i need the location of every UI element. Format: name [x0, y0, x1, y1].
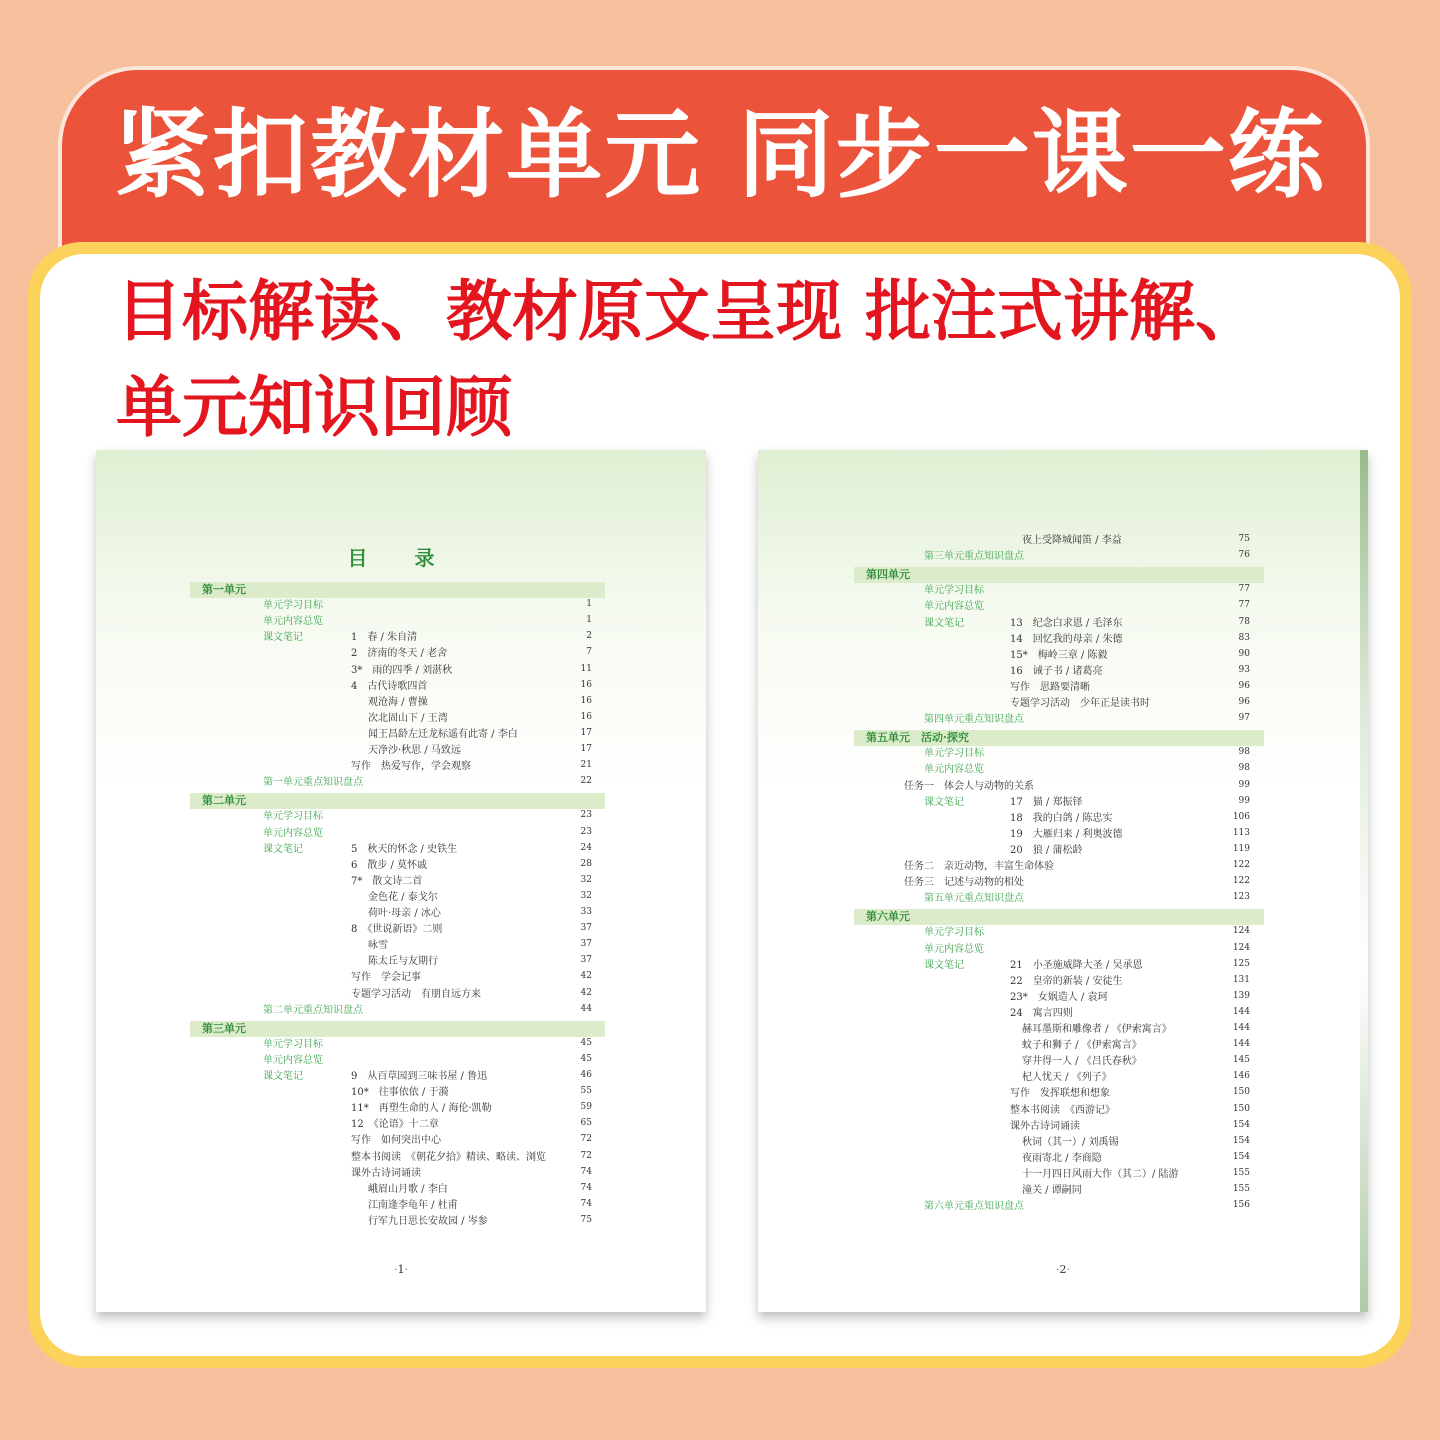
toc-page-ref: 90 — [1238, 648, 1250, 659]
toc-page-ref: 122 — [1232, 860, 1250, 870]
toc-subentry: 天净沙·秋思 / 马致远 — [368, 745, 461, 756]
toc-page-ref: 21 — [580, 760, 592, 771]
toc-page-ref: 74 — [580, 1182, 592, 1193]
toc-section-label: 单元内容总览 — [263, 1054, 323, 1066]
toc-page-ref: 37 — [580, 955, 592, 966]
toc-page-ref: 76 — [1238, 550, 1250, 561]
toc-page-ref: 150 — [1232, 1103, 1250, 1114]
toc-section-label: 课文笔记 — [924, 617, 964, 629]
toc-entry: 10* 往事依依 / 于漪 — [351, 1087, 449, 1099]
toc-entry: 8 《世说新语》二则 — [351, 924, 443, 936]
toc-entry: 写作 如何突出中心 — [351, 1135, 441, 1147]
toc-page-ref: 37 — [580, 923, 592, 934]
toc-page-ref: 11 — [580, 663, 592, 674]
toc-unit-header: 第六单元 — [854, 909, 1264, 925]
toc-entry: 课外古诗词诵读 — [351, 1167, 421, 1179]
toc-unit-header: 第五单元 活动·探究 — [854, 730, 1264, 746]
toc-page-ref: 154 — [1232, 1151, 1250, 1162]
toc-page-ref: 2 — [586, 631, 592, 642]
toc-entry: 专题学习活动 有朋自远方来 — [351, 988, 481, 1000]
toc-page-ref: 32 — [580, 890, 592, 901]
toc-entry: 5 秋天的怀念 / 史铁生 — [351, 843, 458, 855]
toc-subentry: 咏雪 — [368, 940, 388, 952]
toc-section-label: 单元内容总览 — [924, 764, 984, 776]
toc-entry: 任务二 亲近动物，丰富生命体验 — [904, 861, 1054, 872]
toc-page-ref: 97 — [1238, 713, 1250, 724]
toc-page-ref: 1 — [586, 599, 592, 610]
toc-page-ref: 123 — [1232, 892, 1250, 903]
toc-page-ref: 144 — [1232, 1039, 1250, 1050]
toc-section-label: 第五单元重点知识盘点 — [924, 893, 1024, 905]
toc-page-ref: 33 — [580, 907, 592, 917]
toc-entry: 19 大雁归来 / 利奥波德 — [1010, 828, 1123, 840]
toc-page-ref: 16 — [580, 711, 592, 722]
toc-entry: 整本书阅读 《西游记》 — [1010, 1104, 1115, 1116]
toc-subentry: 秋词（其一）/ 刘禹锡 — [1022, 1136, 1119, 1148]
toc-page-ref: 144 — [1232, 1023, 1250, 1033]
toc-page-ref: 32 — [580, 874, 592, 885]
toc-subentry: 陈太丘与友期行 — [368, 956, 438, 968]
toc-page-ref: 72 — [580, 1134, 592, 1145]
toc-page-ref: 96 — [1238, 697, 1250, 707]
toc-entry: 20 狼 / 蒲松龄 — [1010, 844, 1083, 856]
toc-entry: 13 纪念白求恩 / 毛泽东 — [1010, 617, 1123, 629]
toc-entry: 写作 学会记事 — [351, 972, 421, 984]
toc-page-ref: 28 — [580, 858, 592, 869]
toc-page-ref: 16 — [580, 695, 592, 706]
toc-entry: 写作 热爱写作，学会观察 — [351, 761, 471, 773]
toc-entry: 专题学习活动 少年正是读书时 — [1010, 698, 1150, 709]
toc-subentry: 荷叶·母亲 / 冰心 — [368, 908, 441, 919]
toc-page-ref: 46 — [580, 1070, 592, 1080]
toc-entry: 21 小圣施威降大圣 / 吴承恩 — [1010, 959, 1143, 971]
toc-section-label: 单元学习目标 — [924, 927, 984, 939]
toc-page-ref: 98 — [1238, 763, 1250, 774]
toc-subentry: 夜上受降城闻笛 / 李益 — [1022, 535, 1122, 546]
toc-page-ref: 146 — [1232, 1071, 1250, 1082]
toc-page-ref: 124 — [1232, 942, 1250, 953]
toc-page-ref: 72 — [580, 1150, 592, 1161]
toc-page-ref: 77 — [1238, 584, 1250, 595]
toc-page-ref: 154 — [1232, 1135, 1250, 1146]
toc-page-2 — [758, 450, 1368, 1312]
toc-section-label: 单元学习目标 — [263, 1038, 323, 1050]
toc-section-label: 课文笔记 — [924, 959, 964, 971]
toc-entry: 24 寓言四则 — [1010, 1007, 1073, 1019]
toc-section-label: 课文笔记 — [263, 1071, 303, 1082]
toc-section-label: 第六单元重点知识盘点 — [924, 1201, 1024, 1213]
toc-section-label: 单元学习目标 — [263, 600, 323, 612]
toc-subentry: 穿井得一人 / 《吕氏春秋》 — [1022, 1056, 1142, 1068]
toc-subentry: 潼关 / 谭嗣同 — [1022, 1185, 1082, 1196]
toc-unit-header: 第二单元 — [190, 793, 605, 809]
toc-page-ref: 45 — [580, 1053, 592, 1064]
toc-entry: 7* 散文诗二首 — [351, 875, 423, 887]
toc-section-label: 第一单元重点知识盘点 — [263, 777, 363, 789]
toc-section-label: 单元学习目标 — [263, 811, 323, 823]
toc-page-ref: 145 — [1232, 1055, 1250, 1066]
toc-entry: 23* 女娲造人 / 袁珂 — [1010, 991, 1108, 1003]
toc-page-ref: 44 — [580, 1003, 592, 1014]
toc-page-ref: 78 — [1238, 616, 1250, 627]
toc-page-ref: 22 — [580, 776, 592, 787]
toc-page-ref: 99 — [1238, 779, 1250, 790]
toc-page-ref: 37 — [580, 939, 592, 950]
toc-page-ref: 65 — [580, 1118, 592, 1129]
toc-section-label: 第四单元重点知识盘点 — [924, 714, 1024, 726]
toc-subentry: 夜雨寄北 / 李商隐 — [1022, 1152, 1102, 1164]
toc-page-ref: 125 — [1232, 958, 1250, 969]
page-number-1-value: 1 — [397, 1263, 405, 1276]
banner-title: 紧扣教材单元 同步一课一练 — [114, 99, 1326, 211]
toc-entry: 写作 发挥联想和想象 — [1010, 1088, 1110, 1100]
toc-page-ref: 99 — [1238, 795, 1250, 806]
toc-entry: 15* 梅岭三章 / 陈毅 — [1010, 649, 1108, 661]
toc-entry: 11* 再塑生命的人 / 海伦·凯勒 — [351, 1103, 492, 1115]
toc-page-ref: 124 — [1232, 926, 1250, 937]
toc-subentry: 观沧海 / 曹操 — [368, 696, 428, 708]
toc-subentry: 杞人忧天 / 《列子》 — [1022, 1072, 1112, 1084]
toc-page-ref: 154 — [1232, 1119, 1250, 1130]
toc-section-label: 单元内容总览 — [263, 616, 323, 628]
toc-page-ref: 93 — [1238, 664, 1250, 675]
toc-page-ref: 131 — [1232, 974, 1250, 985]
toc-page-ref: 75 — [580, 1214, 592, 1225]
toc-section-label: 单元学习目标 — [924, 748, 984, 760]
toc-section-label: 课文笔记 — [924, 796, 964, 808]
toc-entry: 12 《论语》十二章 — [351, 1119, 439, 1131]
toc-entry: 6 散步 / 莫怀戚 — [351, 859, 428, 871]
subtitle-line-2: 单元知识回顾 — [116, 369, 512, 446]
toc-unit-header: 第三单元 — [190, 1021, 605, 1037]
toc-page-ref: 16 — [580, 679, 592, 690]
toc-subentry: 江南逢李龟年 / 杜甫 — [368, 1199, 458, 1211]
subtitle-line-1: 目标解读、教材原文呈现 批注式讲解、 — [116, 273, 1261, 350]
page-number-2-value: 2 — [1059, 1263, 1067, 1276]
page-number-2: ·2· — [1056, 1263, 1070, 1276]
toc-entry: 16 诫子书 / 诸葛亮 — [1010, 665, 1103, 677]
toc-page-ref: 77 — [1238, 600, 1250, 611]
toc-unit-header: 第四单元 — [854, 567, 1264, 583]
toc-page-ref: 75 — [1238, 534, 1250, 544]
toc-page-ref: 144 — [1232, 1006, 1250, 1017]
toc-section-label: 第二单元重点知识盘点 — [263, 1004, 363, 1016]
toc-page-ref: 59 — [580, 1102, 592, 1113]
toc-subentry: 闻王昌龄左迁龙标遥有此寄 / 李白 — [368, 728, 518, 740]
toc-page-1 — [96, 450, 706, 1312]
toc-page-ref: 17 — [580, 727, 592, 738]
toc-subentry: 十一月四日风雨大作（其二）/ 陆游 — [1022, 1168, 1179, 1180]
toc-section-label: 单元学习目标 — [924, 585, 984, 597]
toc-page-ref: 98 — [1238, 747, 1250, 758]
toc-page-ref: 113 — [1232, 827, 1250, 838]
toc-page-ref: 23 — [580, 826, 592, 837]
toc-page-ref: 7 — [586, 647, 592, 658]
toc-entry: 17 猫 / 郑振铎 — [1010, 796, 1083, 808]
toc-page-ref: 74 — [580, 1166, 592, 1177]
toc-entry: 任务一 体会人与动物的关系 — [904, 780, 1034, 792]
toc-page-ref: 83 — [1238, 632, 1250, 643]
toc-entry: 整本书阅读 《朝花夕拾》精读、略读、浏览 — [351, 1151, 546, 1163]
toc-entry: 2 济南的冬天 / 老舍 — [351, 648, 448, 660]
toc-title: 目 录 — [347, 546, 455, 570]
toc-section-label: 课文笔记 — [263, 632, 303, 644]
toc-subentry: 赫耳墨斯和雕像者 / 《伊索寓言》 — [1022, 1024, 1172, 1035]
toc-page-ref: 74 — [580, 1198, 592, 1209]
toc-entry: 任务三 记述与动物的相处 — [904, 877, 1024, 889]
toc-page-ref: 96 — [1238, 680, 1250, 691]
toc-subentry: 次北固山下 / 王湾 — [368, 712, 448, 724]
toc-page-ref: 17 — [580, 744, 592, 754]
toc-page-ref: 122 — [1232, 876, 1250, 887]
toc-subentry: 峨眉山月歌 / 李白 — [368, 1183, 448, 1195]
toc-entry: 4 古代诗歌四首 — [351, 680, 428, 692]
toc-unit-header: 第一单元 — [190, 582, 605, 598]
toc-page-ref: 23 — [580, 810, 592, 821]
toc-section-label: 课文笔记 — [263, 843, 303, 855]
toc-subentry: 行军九日思长安故园 / 岑参 — [368, 1215, 488, 1227]
toc-section-label: 单元内容总览 — [263, 827, 323, 839]
toc-page-ref: 150 — [1232, 1087, 1250, 1098]
toc-page-ref: 1 — [586, 615, 592, 626]
toc-section-label: 单元内容总览 — [924, 943, 984, 955]
toc-section-label: 单元内容总览 — [924, 601, 984, 613]
toc-page-ref: 42 — [580, 987, 592, 998]
toc-page-ref: 55 — [580, 1086, 592, 1097]
toc-entry: 18 我的白鸽 / 陈忠实 — [1010, 812, 1113, 824]
toc-page-ref: 156 — [1232, 1200, 1250, 1211]
toc-section-label: 第三单元重点知识盘点 — [924, 551, 1024, 563]
toc-page-ref: 119 — [1232, 843, 1250, 854]
toc-entry: 1 春 / 朱自清 — [351, 632, 418, 644]
toc-page-ref: 24 — [580, 842, 592, 853]
page-edge-decoration — [1360, 450, 1368, 1312]
toc-page-ref: 45 — [580, 1037, 592, 1048]
toc-page-ref: 155 — [1232, 1184, 1250, 1194]
toc-entry: 22 皇帝的新装 / 安徒生 — [1010, 975, 1123, 987]
toc-entry: 9 从百草园到三味书屋 / 鲁迅 — [351, 1071, 488, 1082]
toc-page-ref: 42 — [580, 971, 592, 982]
page-number-1: ·1· — [394, 1263, 408, 1276]
toc-page-ref: 106 — [1232, 811, 1250, 822]
toc-page-ref: 155 — [1232, 1167, 1250, 1178]
toc-entry: 写作 思路要清晰 — [1010, 681, 1090, 693]
toc-subentry: 蚊子和狮子 / 《伊索寓言》 — [1022, 1040, 1142, 1052]
toc-entry: 3* 雨的四季 / 刘湛秋 — [351, 664, 453, 676]
toc-subentry: 金色花 / 泰戈尔 — [368, 891, 438, 903]
toc-entry: 课外古诗词诵读 — [1010, 1120, 1080, 1132]
toc-page-ref: 139 — [1232, 990, 1250, 1001]
toc-entry: 14 回忆我的母亲 / 朱德 — [1010, 633, 1123, 645]
